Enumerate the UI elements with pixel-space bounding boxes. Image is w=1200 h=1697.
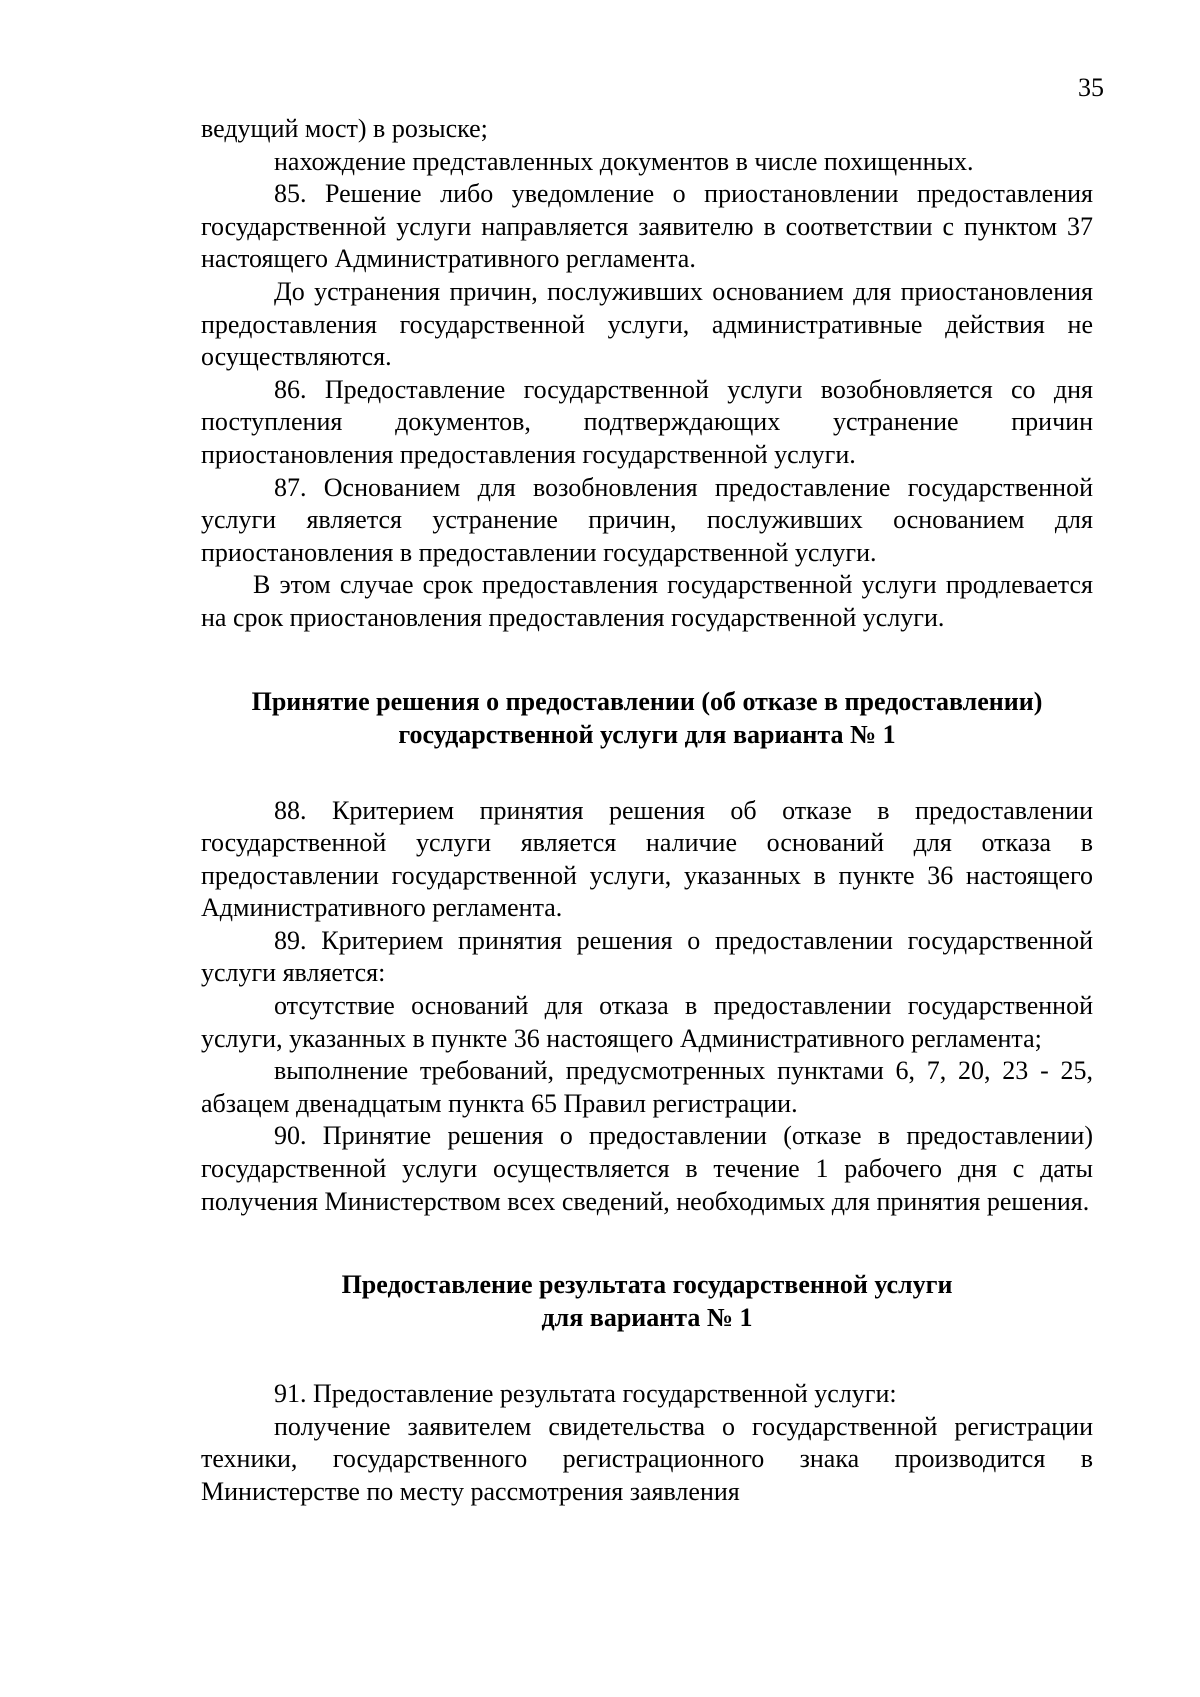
paragraph: нахождение представленных документов в числе похищенных. <box>274 146 974 176</box>
section-heading-line: государственной услуги для варианта № 1 <box>398 719 896 749</box>
section-heading-line: Принятие решения о предоставлении (об отказе в предоставлении) <box>251 686 1043 716</box>
section-heading-line: для варианта № 1 <box>541 1303 753 1333</box>
paragraph: ведущий мост) в розыске; <box>201 114 488 143</box>
section-heading <box>201 685 1093 751</box>
paragraph-87: 87. Основанием для возобновления предоставление государственной услуги является устранение причин, послуживших основанием для приостановления в предоставлении государственной услуги. <box>201 472 1093 567</box>
paragraph: выполнение требований, предусмотренных пунктами 6, 7, 20, 23 - 25, абзацем двенадцатым пункта 65 Правил регистрации. <box>201 1056 1093 1118</box>
paragraph-86: 86. Предоставление государственной услуги возобновляется со дня поступления документов, подтверждающих устранение причин приостановления предоставления государственной услуги. <box>201 374 1093 469</box>
paragraph: получение заявителем свидетельства о государственной регистрации техники, государственного регистрационного знака производится в Министерстве по месту рассмотрения заявления <box>201 1411 1093 1506</box>
paragraph-85: 85. Решение либо уведомление о приостановлении предоставления государственной услуги направляется заявителю в соответствии с пунктом 37 настоящего Административного регламента. <box>201 179 1093 274</box>
section-heading <box>201 1268 1093 1334</box>
paragraph: До устранения причин, послуживших основанием для приостановления предоставления государственной услуги, административные действия не осуществляются. <box>201 276 1093 372</box>
paragraph-91: 91. Предоставление результата государственной услуги: <box>274 1379 897 1409</box>
paragraph-90: 90. Принятие решения о предоставлении (отказе в предоставлении) государственной услуги осуществляется в течение 1 рабочего дня с даты получения Министерством всех сведений, необходимых для принятия решения. <box>201 1121 1093 1216</box>
page-number: 35 <box>1078 73 1104 102</box>
paragraph: отсутствие оснований для отказа в предоставлении государственной услуги, указанных в пункте 36 настоящего Административного регламента; <box>201 991 1093 1053</box>
document-body <box>201 113 1093 1509</box>
section-heading-line: Предоставление результата государственной услуги <box>341 1270 953 1300</box>
paragraph-88: 88. Критерием принятия решения об отказе в предоставлении государственной услуги является наличие оснований для отказа в предоставлении государственной услуги, указанных в пункте 36 настоящего Административного регламента. <box>201 795 1093 923</box>
paragraph-89: 89. Критерием принятия решения о предоставлении государственной услуги является: <box>201 925 1093 988</box>
paragraph: В этом случае срок предоставления государственной услуги продлевается на срок приостановления предоставления государственной услуги. <box>201 570 1093 632</box>
